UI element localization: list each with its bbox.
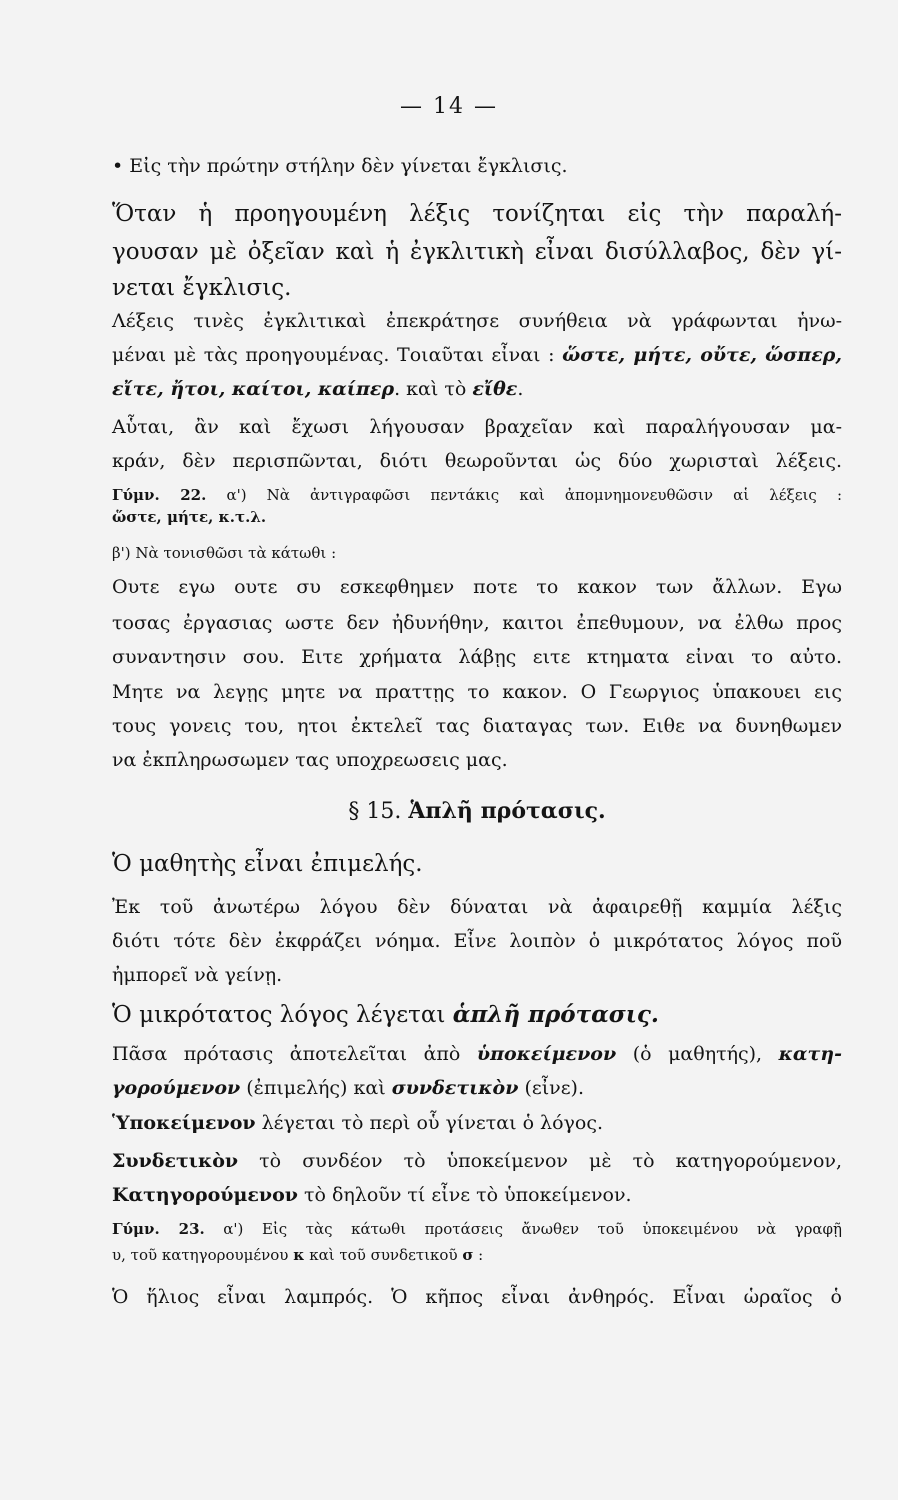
text-line [112,452,842,471]
text-segment: α') Εἰς τὰς κάτωθι προτάσεις ἄνωθεν τοῦ ὑποκειμένου νὰ γραφῇ [204,1220,843,1238]
text-segment: εἴτε, ἤτοι, καίτοι, καίπερ [112,378,395,400]
text-segment: α') Νὰ ἀντιγραφῶσι πεντάκις καὶ ἀπομνημονευθῶσιν αἱ λέξεις : [206,486,842,504]
text-line [112,932,842,951]
text-segment: Ουτε εγω ουτε συ εσκεφθημεν ποτε το κακον των ἄλλων. Εγω [112,576,842,598]
text-line [112,898,842,917]
text-line [112,966,842,985]
text-segment: τὸ δηλοῦν τί εἶνε τὸ ὑποκείμενον. [297,1184,632,1206]
text-segment: Ἁπλῆ πρότασις. [408,798,606,824]
text-segment: § 15. [348,799,409,824]
text-line [112,1045,842,1064]
text-segment: Ὁ ἥλιος εἶναι λαμπρός. Ὁ κῆπος εἶναι ἀνθηρός. Εἶναι ὡραῖος ὁ [112,1286,842,1308]
text-segment: τους γονεις του, ητοι ἐκτελεῖ τας διαταγας των. Ειθε να δυνηθωμεν [112,715,842,737]
text-segment: Ὑποκείμενον [112,1112,256,1134]
text-segment: Ἐκ τοῦ ἀνωτέρω λόγου δὲν δύναται νὰ ἀφαιρεθῇ καμμία λέξις [112,896,842,918]
text-line [112,614,842,633]
text-line [112,418,842,437]
text-segment: κ [293,1246,305,1264]
text-line [112,277,842,300]
text-segment: να ἐκπληρωσωμεν τας υποχρεωσεις μας. [112,749,508,771]
text-segment: ἁπλῆ πρότασις. [452,1001,659,1028]
text-segment: : [473,1246,484,1264]
text-line [112,546,842,561]
text-line [112,346,842,365]
text-segment: (εἶνε). [518,1077,584,1099]
text-segment: καὶ τοῦ συνδετικοῦ [304,1246,463,1264]
text-segment: τοσας ἐργασιας ωστε δεν ἠδυνήθην, καιτοι ἐπεθυμουν, να ἐλθω προς [112,612,842,634]
text-segment: ὑποκείμενον [476,1043,617,1065]
text-segment: Ὁ μικρότατος λόγος λέγεται [112,1002,453,1028]
text-line [112,683,842,702]
text-segment: . καὶ τὸ [394,378,473,400]
text-line [112,578,842,597]
text-segment: Συνδετικὸν [112,1150,239,1172]
text-segment: εἴθε [472,378,518,400]
text-line [112,1079,842,1098]
text-line [112,1288,842,1307]
text-line [112,157,842,176]
text-segment: ὥστε, μήτε, κ.τ.λ. [112,508,267,526]
page-number: — 14 — [400,94,498,119]
text-segment: Λέξεις τινὲς ἐγκλιτικαὶ ἐπεκράτησε συνήθεια νὰ γράφωνται ἡνω- [112,310,842,332]
text-line [112,751,842,770]
text-segment: Κατηγορούμενον [112,1184,298,1206]
text-segment: (ἐπιμελής) καὶ [240,1077,392,1099]
text-segment: διότι τότε δὲν ἐκφράζει νόημα. Εἶνε λοιπὸν ὁ μικρότατος λόγος ποῦ [112,930,842,952]
text-line [112,1114,842,1133]
text-segment: ὥστε, μήτε, οὔτε, ὥσπερ, [562,344,842,366]
text-segment: ἠμπορεῖ νὰ γείνῃ. [112,964,283,986]
text-segment: Αὗται, ἂν καὶ ἔχωσι λήγουσαν βραχεῖαν καὶ παραλήγουσαν μα- [112,416,842,438]
text-segment: κράν, δὲν περισπῶνται, διότι θεωροῦνται ὡς δύο χωρισταὶ λέξεις. [112,450,842,472]
text-segment: (ὁ μαθητής), [616,1043,779,1065]
text-line [112,488,842,503]
section-heading [112,800,842,823]
text-segment: συναντησιν σου. Ειτε χρήματα λάβῃς ειτε κτηματα εἰναι το αὐτο. [112,646,842,668]
text-line [112,241,842,264]
text-segment: σ [462,1246,474,1264]
text-line [112,1186,842,1205]
text-segment: β') Νὰ τονισθῶσι τὰ κάτωθι : [112,544,337,562]
text-segment: γουσαν μὲ ὀξεῖαν καὶ ἡ ἐγκλιτικὴ εἶναι δισύλλαβος, δὲν γί- [112,239,842,265]
text-line [112,312,842,331]
text-segment: μέναι μὲ τὰς προηγουμένας. Τοιαῦται εἶναι : [112,344,563,366]
text-segment: συνδετικὸν [391,1077,519,1099]
text-segment: Μητε να λεγῃς μητε να πραττῃς το κακον. Ο Γεωργιος ὑπακουει εις [112,681,842,703]
text-line [112,1152,842,1171]
text-segment: Ὁ μαθητὴς εἶναι ἐπιμελής. [112,851,423,877]
text-segment: γορούμενον [112,1077,241,1099]
text-segment: νεται ἔγκλισις. [112,275,292,301]
text-segment: υ, τοῦ κατηγορουμένου [112,1246,294,1264]
text-line [112,1003,842,1027]
text-segment: κατη- [778,1043,842,1065]
text-segment: τὸ συνδέον τὸ ὑποκείμενον μὲ τὸ κατηγορούμενον, [238,1150,842,1172]
text-segment: Γύμν. 22. [112,486,207,504]
text-line [112,510,842,525]
text-segment: Γύμν. 23. [112,1220,205,1238]
text-segment: • Εἰς τὴν πρώτην στήλην δὲν γίνεται ἔγκλισις. [112,155,568,177]
text-segment: Πᾶσα πρότασις ἀποτελεῖται ἀπὸ [112,1043,477,1065]
text-line [112,1222,842,1237]
text-line [112,1248,842,1263]
text-line [112,203,842,226]
text-line [112,380,842,399]
text-line [112,717,842,736]
text-line [112,648,842,667]
text-segment: Ὅταν ἡ προηγουμένη λέξις τονίζηται εἰς τὴν παραλή- [112,201,842,227]
text-line [112,853,842,876]
text-segment: λέγεται τὸ περὶ οὗ γίνεται ὁ λόγος. [255,1112,604,1134]
text-segment: . [517,378,524,400]
